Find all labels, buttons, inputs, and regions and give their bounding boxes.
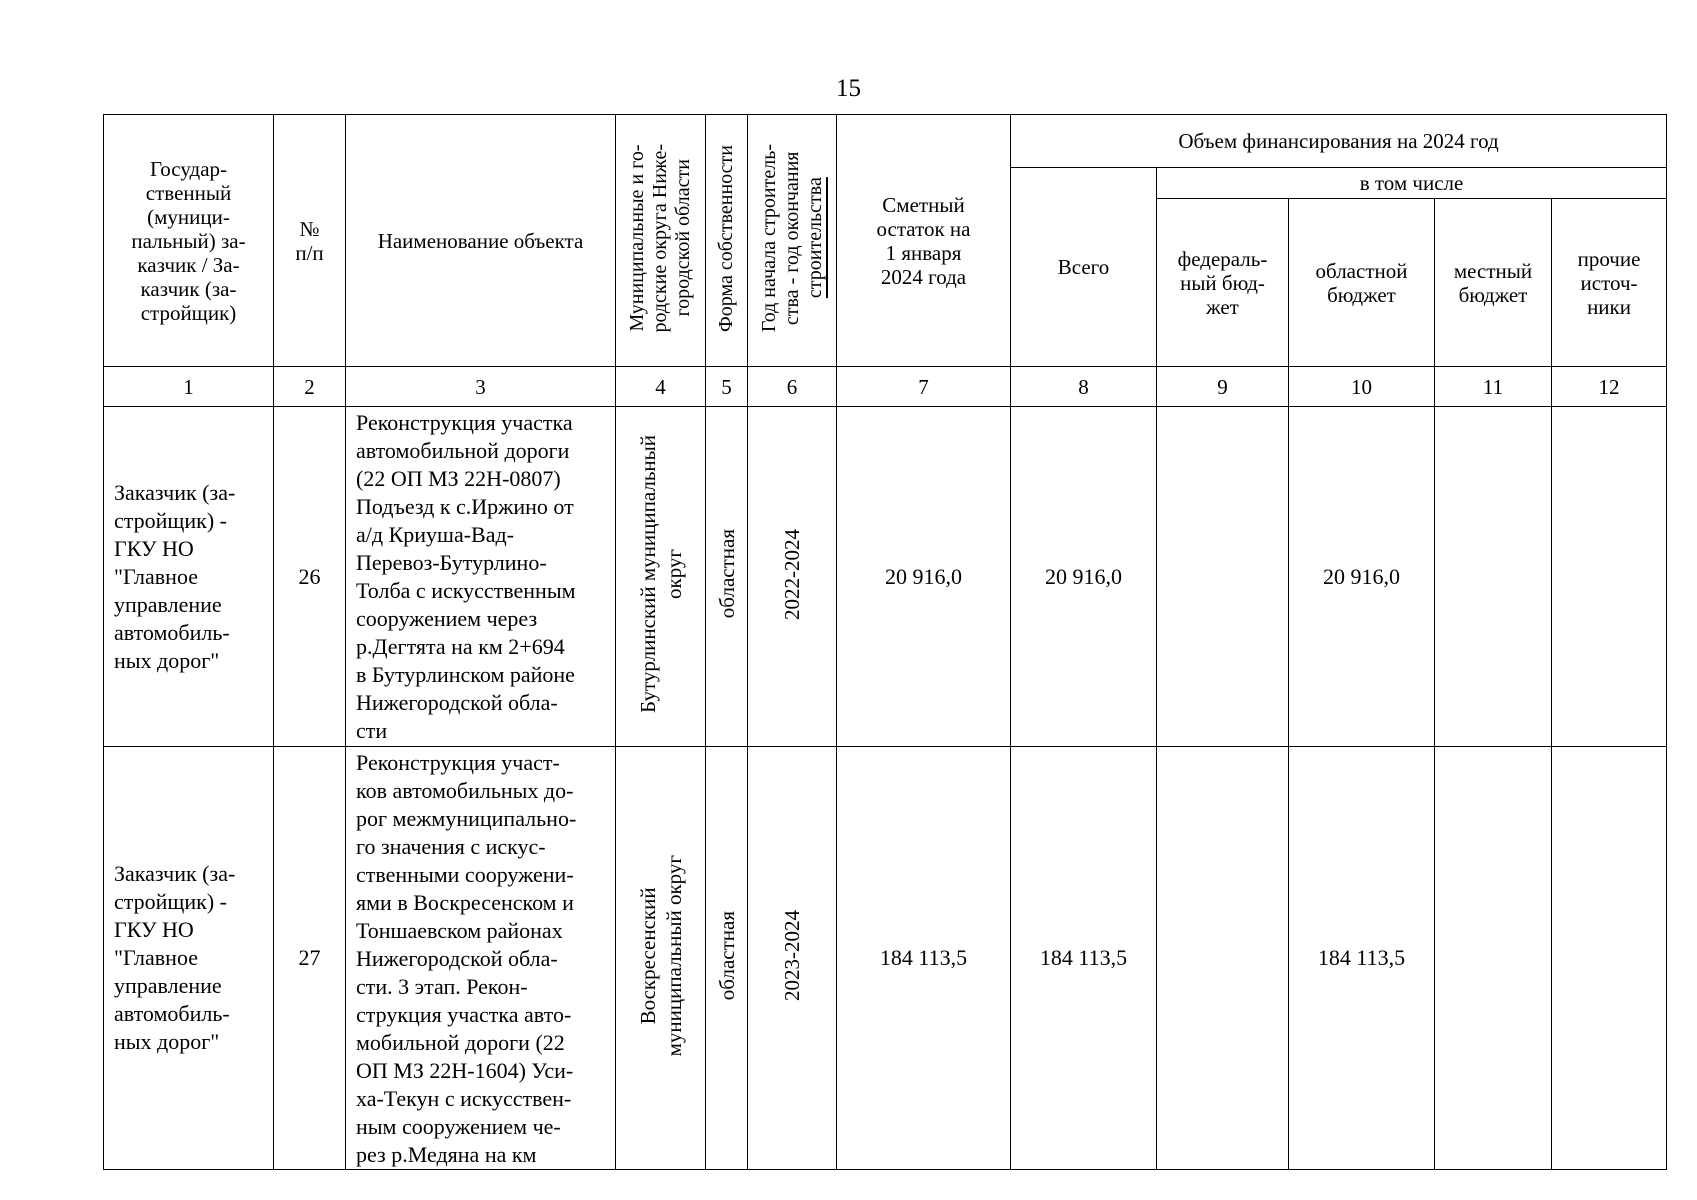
text-line: сти. 3 этап. Рекон- [356, 974, 528, 999]
text-line: ями в Воскресенском и [356, 890, 574, 915]
text-line: (муници- [147, 204, 230, 229]
text-line: ным сооружением че- [356, 1114, 561, 1139]
district-cell [616, 407, 706, 747]
text-line: Толба с искусственным [356, 578, 576, 603]
ownership-text: областная [714, 910, 739, 1001]
col-number: 10 [1289, 367, 1435, 407]
text-line: Реконструкция участка [356, 410, 573, 435]
text-line: го значения с искус- [356, 834, 546, 859]
text-line: ГКУ НО [114, 917, 194, 942]
col-number: 8 [1011, 367, 1157, 407]
header-ownership-text: Форма собственности [715, 144, 737, 332]
text-line: (22 ОП МЗ 22Н-0807) [356, 466, 561, 491]
text-line: управление [114, 591, 222, 617]
text-line: ков автомобильных до- [356, 778, 574, 803]
text-line: Реконструкция участ- [356, 750, 560, 775]
text-line: автомобиль- [114, 1001, 230, 1026]
customer-cell [104, 747, 274, 1170]
text-line: автомобиль- [114, 619, 230, 645]
district-text [635, 855, 687, 1056]
text-line: р.Дегтята на км 2+694 [356, 634, 565, 659]
col-number: 12 [1552, 367, 1667, 407]
text-line: Подъезд к с.Иржино от [356, 494, 574, 519]
text-line: рез р.Медяна на км [356, 1142, 537, 1167]
district-cell [616, 747, 706, 1170]
row-number: 26 [274, 407, 346, 747]
total-value: 184 113,5 [1011, 747, 1157, 1170]
text-line: Воскресенский [635, 886, 660, 1025]
col-number: 7 [837, 367, 1011, 407]
years-text: 2023-2024 [780, 910, 804, 1001]
object-name-text [356, 749, 609, 1169]
text-line: сти [356, 718, 388, 743]
header-estimate [837, 115, 1011, 367]
object-name-text [356, 409, 609, 745]
text-line: п/п [295, 240, 324, 265]
district-text [635, 435, 687, 713]
table-row [104, 747, 1667, 1170]
text-line: в Бутурлинском районе [356, 662, 575, 687]
text-line: казчик (за- [140, 276, 237, 301]
text-line: стройщик) [140, 300, 237, 325]
col-number: 3 [346, 367, 616, 407]
other-value [1552, 747, 1667, 1170]
text-line: прочие [1577, 246, 1641, 271]
text-line: Нижегородской обла- [356, 690, 558, 715]
header-customer-text [107, 157, 270, 325]
years-cell [748, 747, 837, 1170]
regional-value: 20 916,0 [1289, 407, 1435, 747]
text-line: ный бюд- [1180, 270, 1265, 295]
header-regional-text [1292, 259, 1431, 307]
text-line: а/д Криуша-Вад- [356, 522, 515, 547]
header-regional [1289, 199, 1435, 367]
years-cell [748, 407, 837, 747]
col-number: 1 [104, 367, 274, 407]
financing-table [103, 114, 1667, 1170]
header-districts [616, 115, 706, 367]
federal-value [1157, 407, 1289, 747]
col-number: 9 [1157, 367, 1289, 407]
customer-text [114, 860, 269, 1056]
estimate-value: 184 113,5 [837, 747, 1011, 1170]
text-line: ных дорог" [114, 1029, 220, 1054]
text-line: Перевоз-Бутурлино- [356, 550, 547, 575]
row-number: 27 [274, 747, 346, 1170]
text-line: Тоншаевском районах [356, 918, 563, 943]
regional-value: 184 113,5 [1289, 747, 1435, 1170]
text-line: ГКУ НО [114, 535, 194, 561]
text-line: мобильной дороги (22 [356, 1030, 565, 1055]
text-line: 1 января [885, 240, 962, 265]
text-line: автомобильной дороги [356, 438, 570, 463]
text-line: Заказчик (за- [114, 479, 236, 505]
total-value: 20 916,0 [1011, 407, 1157, 747]
header-years [748, 115, 837, 367]
text-line: городской области [672, 159, 694, 317]
header-customer [104, 115, 274, 367]
col-number: 4 [616, 367, 706, 407]
text-line: ники [1587, 294, 1631, 319]
header-local [1435, 199, 1552, 367]
text-line: родские округа Ниже- [649, 143, 671, 333]
text-line: Государ- [149, 156, 228, 181]
object-name [346, 407, 616, 747]
header-local-text [1438, 259, 1548, 307]
text-line: областной [1315, 258, 1408, 283]
text-line: сооружением через [356, 606, 538, 631]
text-line: Заказчик (за- [114, 861, 236, 886]
text-line: Нижегородской обла- [356, 946, 558, 971]
text-line: струкция участка авто- [356, 1002, 572, 1027]
text-line: Сметный [882, 192, 965, 217]
header-other [1552, 199, 1667, 367]
text-line: ха-Текун с искусствен- [356, 1086, 572, 1111]
header-ownership [706, 115, 748, 367]
col-number: 2 [274, 367, 346, 407]
other-value [1552, 407, 1667, 747]
customer-cell [104, 407, 274, 747]
header-federal-text [1160, 247, 1285, 319]
ownership-text: областная [714, 529, 739, 619]
text-line: бюджет [1458, 282, 1528, 307]
page-number: 15 [836, 75, 861, 102]
text-line: ственными сооружени- [356, 862, 574, 887]
text-line: ОП МЗ 22Н-1604) Уси- [356, 1058, 574, 1083]
header-estimate-text [840, 193, 1007, 289]
text-line: "Главное [114, 563, 198, 589]
text-line: источ- [1580, 270, 1638, 295]
text-line: пальный) за- [131, 228, 246, 253]
ownership-cell [706, 407, 748, 747]
header-including: в том числе [1157, 168, 1667, 199]
text-line: Год начала строитель- [757, 143, 780, 333]
col-number: 5 [706, 367, 748, 407]
text-line: управление [114, 973, 222, 998]
header-object-name: Наименование объекта [346, 115, 616, 367]
table-row [104, 407, 1667, 747]
local-value [1435, 747, 1552, 1170]
customer-text [114, 479, 269, 675]
text-line: "Главное [114, 945, 198, 970]
text-line: ственный [145, 180, 232, 205]
text-line: Бутурлинский муниципальный [635, 435, 660, 713]
text-line: рог межмуниципально- [356, 806, 577, 831]
text-line: местный [1453, 258, 1533, 283]
text-line: бюджет [1327, 282, 1396, 307]
header-years-text [758, 144, 827, 332]
estimate-value: 20 916,0 [837, 407, 1011, 747]
text-line: муниципальный округ [661, 854, 686, 1057]
header-federal [1157, 199, 1289, 367]
text-line: ства - год окончания [780, 151, 803, 325]
text-line: жет [1206, 294, 1239, 319]
text-line: федераль- [1177, 246, 1268, 271]
header-number-text [277, 217, 342, 265]
local-value [1435, 407, 1552, 747]
text-line: строительства [803, 177, 826, 299]
object-name [346, 747, 616, 1170]
years-text: 2022-2024 [780, 528, 804, 620]
text-line: № [299, 216, 320, 241]
header-total: Всего [1011, 168, 1157, 367]
text-line: остаток на [876, 216, 971, 241]
text-line: ных дорог" [114, 647, 220, 673]
col-number: 11 [1435, 367, 1552, 407]
text-line: округ [661, 548, 686, 600]
text-line: стройщик) - [114, 507, 227, 533]
header-districts-text [626, 144, 695, 333]
text-line: стройщик) - [114, 889, 227, 914]
header-financing: Объем финансирования на 2024 год [1011, 115, 1667, 168]
ownership-cell [706, 747, 748, 1170]
text-line: Муниципальные и го- [626, 144, 648, 332]
federal-value [1157, 747, 1289, 1170]
text-line: 2024 года [880, 264, 967, 289]
header-other-text [1555, 247, 1663, 319]
text-line: казчик / За- [137, 252, 240, 277]
col-number: 6 [748, 367, 837, 407]
header-number [274, 115, 346, 367]
